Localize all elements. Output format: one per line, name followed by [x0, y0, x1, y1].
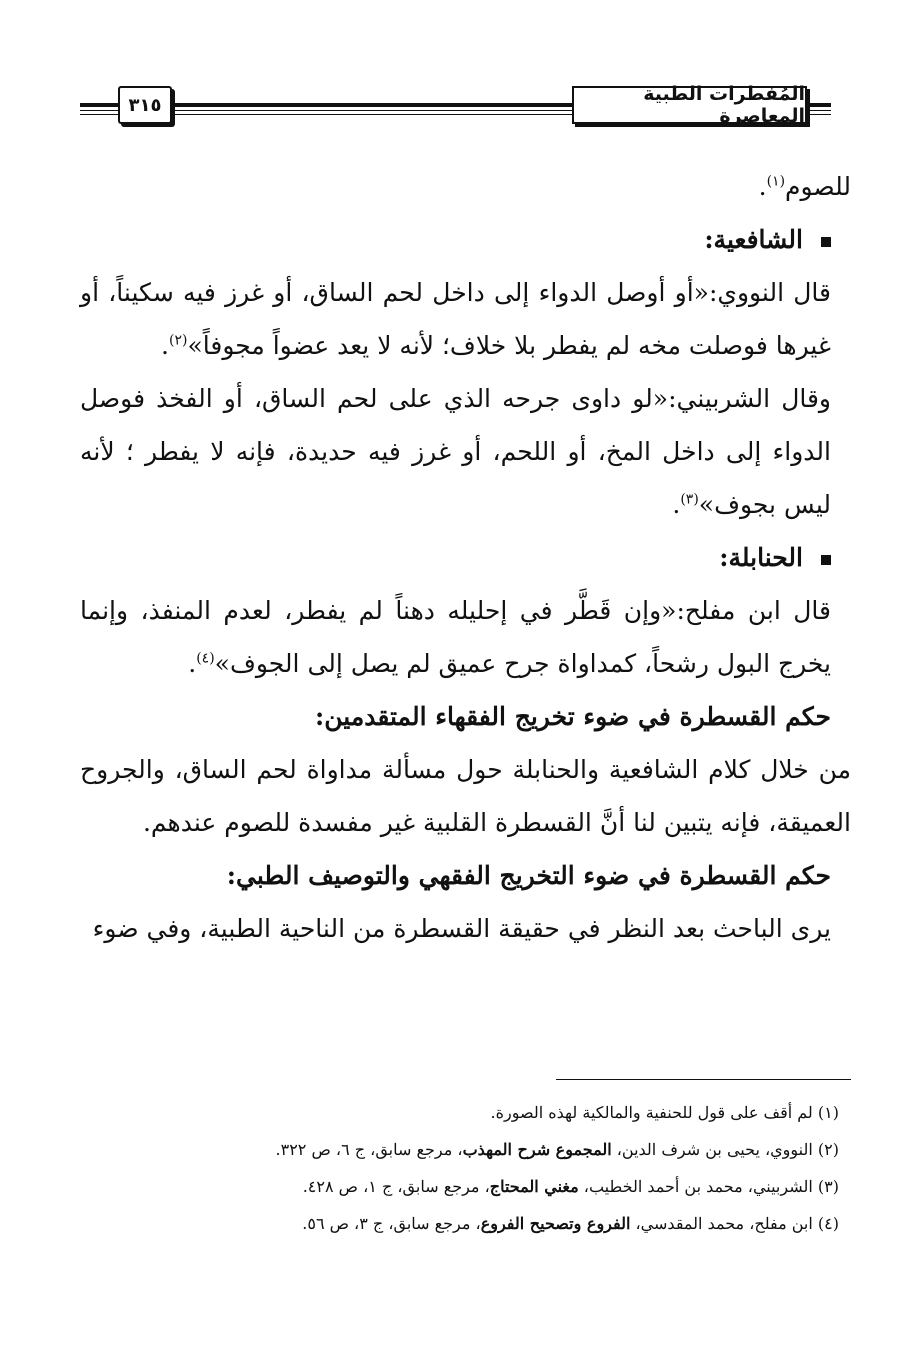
footnote-number: (٢) — [817, 1140, 839, 1159]
bullet-icon — [821, 555, 831, 565]
footnote-text: الشربيني، محمد بن أحمد الخطيب، — [578, 1177, 813, 1196]
paragraph-shirbini: وقال الشربيني:«لو داوى جرحه الذي على لحم الساق، أو الفخذ فوصل الدواء إلى داخل المخ، أو اللحم، أو غرز فيه حديدة، فإنه لا يفطر ؛ لأنه ليس بجوف»$^{(٣)}$. — [80, 384, 831, 519]
paragraph-nawawi: قال النووي:«أو أوصل الدواء إلى داخل لحم الساق، أو غرز فيه سكيناً، أو غيرها فوصلت مخه لم يفطر بلا خلاف؛ لأنه لا يعد عضواً مجوفاً»$^{(٢)}$. — [80, 278, 831, 360]
section-shafii — [80, 213, 851, 266]
footnote-number: (٤) — [817, 1214, 839, 1233]
footnote-book-title: المجموع شرح المهذب — [462, 1140, 612, 1159]
footnote-ref-4[interactable]: (٤) — [196, 650, 215, 667]
footnote-3 — [80, 1168, 839, 1205]
footnote-text: ، مرجع سابق، ج ٣، ص ٥٦. — [302, 1214, 481, 1233]
footnote-4 — [80, 1205, 839, 1242]
footnote-book-title: الفروع وتصحيح الفروع — [480, 1214, 631, 1233]
heading-ruling-classical: حكم القسطرة في ضوء تخريج الفقهاء المتقدمين: — [315, 702, 831, 731]
footnote-separator — [556, 1079, 851, 1080]
footnote-1 — [80, 1094, 839, 1131]
footnote-text: لم أقف على قول للحنفية والمالكية لهذه الصورة. — [490, 1103, 813, 1122]
section-heading: الحنابلة: — [719, 543, 803, 572]
paragraph-ruling-medical: يرى الباحث بعد النظر في حقيقة القسطرة من الناحية الطبية، وفي ضوء — [92, 914, 831, 943]
running-title: المُفطرات الطبية المعاصرة — [572, 86, 807, 124]
paragraph-continuation: للصوم$^{(١)}$. — [758, 172, 851, 201]
footnote-number: (٣) — [817, 1177, 839, 1196]
footnote-text: ابن مفلح، محمد المقدسي، — [630, 1214, 813, 1233]
text: للصوم — [785, 172, 851, 201]
footnote-ref-1[interactable]: (١) — [766, 173, 786, 190]
page-number: ٣١٥ — [118, 86, 172, 124]
main-text — [80, 160, 851, 955]
text: قال النووي:«أو أوصل الدواء إلى داخل لحم الساق، أو غرز فيه سكيناً، أو غيرها فوصلت مخه لم يفطر بلا خلاف؛ لأنه لا يعد عضواً مجوفاً» — [80, 278, 831, 360]
footnotes — [80, 1094, 839, 1242]
section-heading: الشافعية: — [704, 225, 803, 254]
text: قال ابن مفلح:«وإن قَطَّر في إحليله دهناً لم يفطر، لعدم المنفذ، وإنما يخرج البول رشحاً، كمداواة جرح عميق لم يصل إلى الجوف» — [80, 596, 831, 678]
heading-ruling-medical: حكم القسطرة في ضوء التخريج الفقهي والتوصيف الطبي: — [226, 861, 831, 890]
footnote-ref-2[interactable]: (٢) — [169, 332, 188, 349]
text: وقال الشربيني:«لو داوى جرحه الذي على لحم الساق، أو الفخذ فوصل الدواء إلى داخل المخ، أو اللحم، أو غرز فيه حديدة، فإنه لا يفطر ؛ لأنه ليس بجوف» — [80, 384, 831, 519]
footnote-text: ، مرجع سابق، ج ٦، ص ٣٢٢. — [275, 1140, 463, 1159]
paragraph-muflih: قال ابن مفلح:«وإن قَطَّر في إحليله دهناً لم يفطر، لعدم المنفذ، وإنما يخرج البول رشحاً، كمداواة جرح عميق لم يصل إلى الجوف»$^{(٤)}$. — [80, 596, 831, 678]
paragraph-ruling-classical: من خلال كلام الشافعية والحنابلة حول مسألة مداواة لحم الساق، والجروح العميقة، فإنه يتبين لنا أنَّ القسطرة القلبية غير مفسدة للصوم عندهم. — [80, 755, 851, 837]
footnote-text: ، مرجع سابق، ج ١، ص ٤٢٨. — [302, 1177, 490, 1196]
section-hanbali — [80, 531, 851, 584]
bullet-icon — [821, 237, 831, 247]
footnote-book-title: مغني المحتاج — [489, 1177, 579, 1196]
footnote-text: النووي، يحيى بن شرف الدين، — [611, 1140, 813, 1159]
footnote-number: (١) — [817, 1103, 839, 1122]
footnote-2 — [80, 1131, 839, 1168]
footnote-ref-3[interactable]: (٣) — [680, 491, 699, 508]
